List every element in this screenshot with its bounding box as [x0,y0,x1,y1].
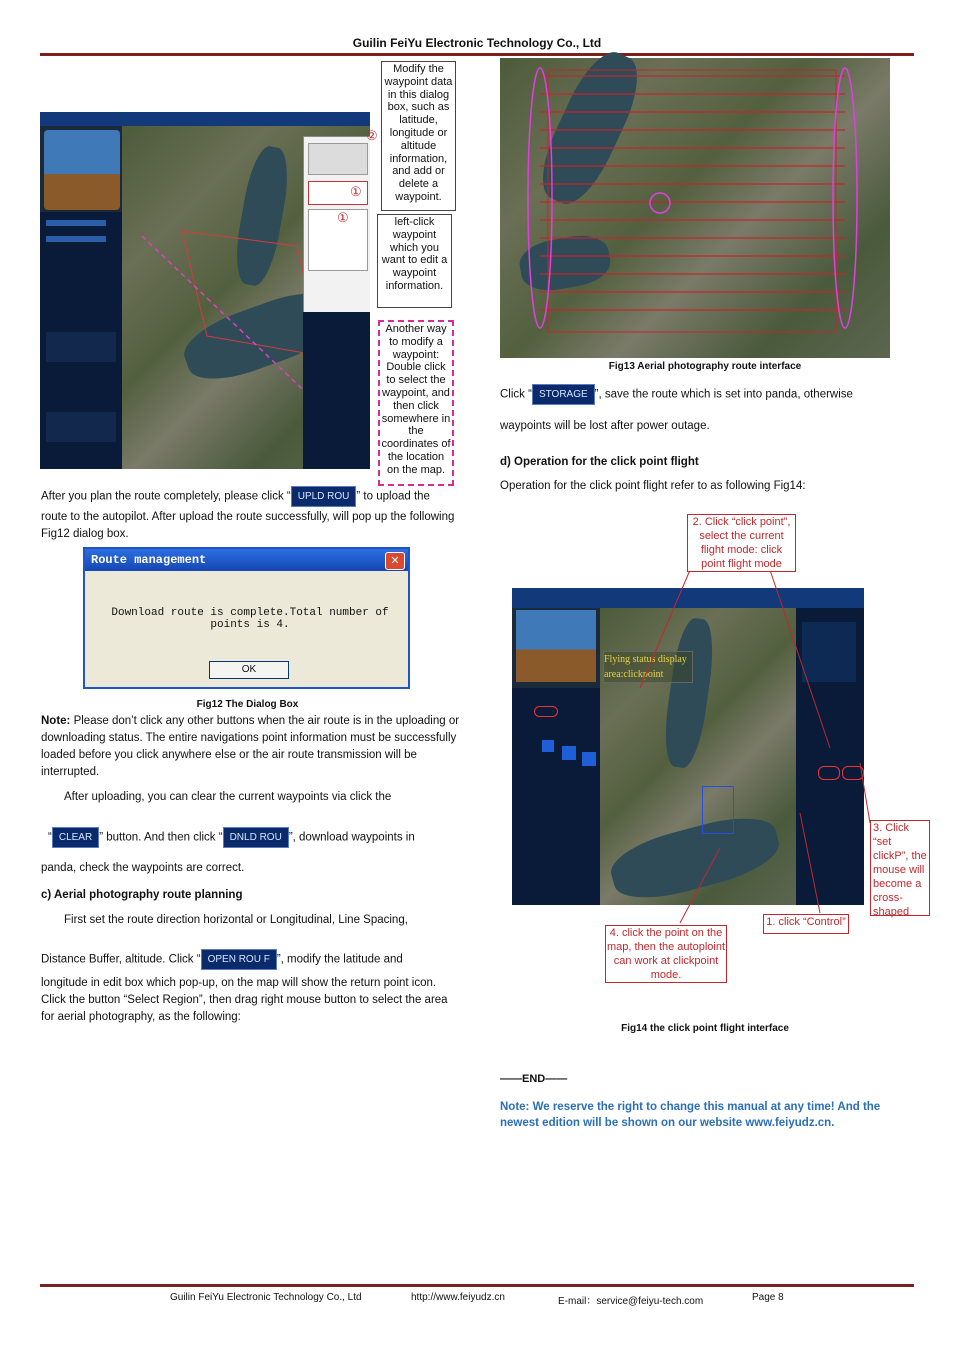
page-header-title: Guilin FeiYu Electronic Technology Co., Ltd [352,36,602,50]
storage-paragraph-cont: waypoints will be lost after power outage. [500,420,710,432]
final-note: Note: We reserve the right to change this manual at any time! And the newest edition will be shown on our website www.feiyudz.cn. [500,1101,881,1129]
section-c-para1: First set the route direction horizontal or Longitudinal, Line Spacing, [64,914,408,926]
footer-email[interactable]: E-mail：service@feiyu-tech.com [558,1296,704,1307]
dialog-message: Download route is complete.Total number of points is 4. [111,607,389,631]
route-lines [500,58,890,358]
callout-left-click: left-click waypoint which you want to edit a waypoint information. [377,214,452,308]
section-c-para2: Distance Buffer, altitude. Click “ OPEN ROU F ”, modify the latitude and [41,949,461,970]
route-management-dialog [83,547,410,689]
marker-1b: ① [337,210,349,225]
clear-button: CLEAR [52,827,99,848]
upload-route-button: UPLD ROU [291,486,357,507]
footer-website[interactable]: http://www.feiyudz.cn [411,1292,505,1303]
section-d-heading: d) Operation for the click point flight [500,456,699,468]
marker-1a: ① [350,184,362,199]
callout-leaders [600,568,900,968]
note-paragraph: Note: Please don’t click any other buttons when the air route is in the uploading or downloading status. The entire navigations point information must be successfully loaded before you click anywhere else or the air route transmission will be interrupted. [41,715,460,778]
callout-set-clickp: 3. Click “set clickP”, the mouse will become a cross-shaped [870,820,930,916]
callout-click-point: 2. Click “click point”, select the current flight mode: click point flight mode [687,514,796,572]
close-icon[interactable]: ✕ [385,552,405,570]
callout-modify-waypoint: Modify the waypoint data in this dialog box, such as latitude, longitude or altitude information, and add or delete a waypoint. [381,61,456,211]
header-rule [40,53,914,56]
fig14-caption: Fig14 the click point flight interface [621,1023,789,1034]
callout-control: 1. click “Control” [763,914,849,934]
upload-paragraph: After you plan the route completely, please click “ UPLD ROU ” to upload the [41,486,461,507]
marker-2: ② [366,128,378,143]
aerial-route-map [500,58,890,358]
dialog-title: Route management [91,553,207,567]
callout-click-map: 4. click the point on the map, then the autoploint can work at clickpoint mode. [606,927,726,981]
section-c-heading: c) Aerial photography route planning [41,889,243,901]
attitude-indicator [44,130,120,210]
download-route-button: DNLD ROU [223,827,289,848]
footer-company: Guilin FeiYu Electronic Technology Co., Ltd [170,1292,362,1303]
flying-status-label: Flying status display area:clickpoint [603,651,693,683]
callout-another-way: Another way to modify a waypoint: Double click to select the waypoint, and then click somewhere in the coordinates of the location on the map. [378,320,454,486]
dialog-ok-button[interactable]: OK [209,661,289,679]
open-route-button: OPEN ROU F [201,949,277,970]
status-panel [40,212,122,469]
gcs-screenshot-waypoints [40,112,370,469]
storage-button: STORAGE [532,384,595,405]
section-c-para3: longitude in edit box which pop-up, on the map will show the return point icon. Click the button “Select Region”, then drag right mouse button to select the area for aerial photography, as the following: [41,977,448,1023]
attitude-indicator-2 [516,610,596,682]
after-upload-text: After uploading, you can clear the current waypoints via click the [64,791,392,803]
fig13-caption: Fig13 Aerial photography route interface [608,361,802,372]
section-d-para: Operation for the click point flight refer to as following Fig14: [500,480,806,492]
upload-paragraph-cont: route to the autopilot. After upload the route successfully, will pop up the following Fig12 dialog box. [41,511,455,540]
storage-paragraph: Click “ STORAGE ”, save the route which is set into panda, otherwise [500,384,920,405]
footer-page-number: Page 8 [752,1292,784,1303]
footer-rule [40,1284,914,1287]
clear-download-paragraph: “ CLEAR ” button. And then click “ DNLD ROU ”, download waypoints in [48,827,468,848]
end-marker: ——END—— [500,1073,568,1085]
panda-check-text: panda, check the waypoints are correct. [41,862,245,874]
fig12-caption: Fig12 The Dialog Box [196,699,299,710]
